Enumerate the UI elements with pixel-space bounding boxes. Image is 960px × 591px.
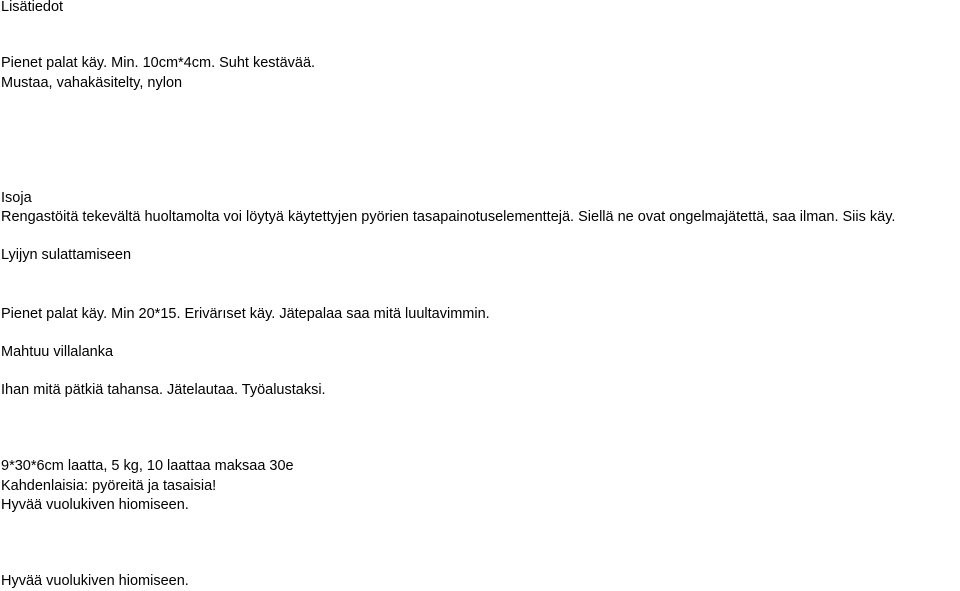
text-line: Kahdenlaisia: pyöreitä ja tasaisia! [1,478,217,494]
text-line: Ihan mitä pätkiä tahansa. Jätelautaa. Työalustaksi. [1,382,326,398]
text-line: Hyvää vuolukiven hiomiseen. [1,573,189,589]
text-line: Lyijyn sulattamiseen [1,247,132,263]
text-line: Pienet palat käy. Min 20*15. Erivärıset käy. Jätepalaa saa mitä luultavimmin. [1,306,490,322]
text-line: 9*30*6cm laatta, 5 kg, 10 laattaa maksaa 30e [1,458,294,474]
text-line: Mustaa, vahakäsitelty, nylon [1,75,183,91]
text-line: Hyvää vuolukiven hiomiseen. [1,497,189,513]
text-line: Mahtuu villalanka [1,344,114,360]
section-heading: Lisätiedot [1,0,64,15]
text-line: Isoja [1,190,32,206]
text-line: Rengastöitä tekevältä huoltamolta voi löytyä käytettyjen pyörien tasapainotuselementtejä. Siellä ne ovat ongelmajätettä, saa ilman. Siis käy. [1,209,896,225]
text-line: Pienet palat käy. Min. 10cm*4cm. Suht kestävää. [1,55,316,71]
